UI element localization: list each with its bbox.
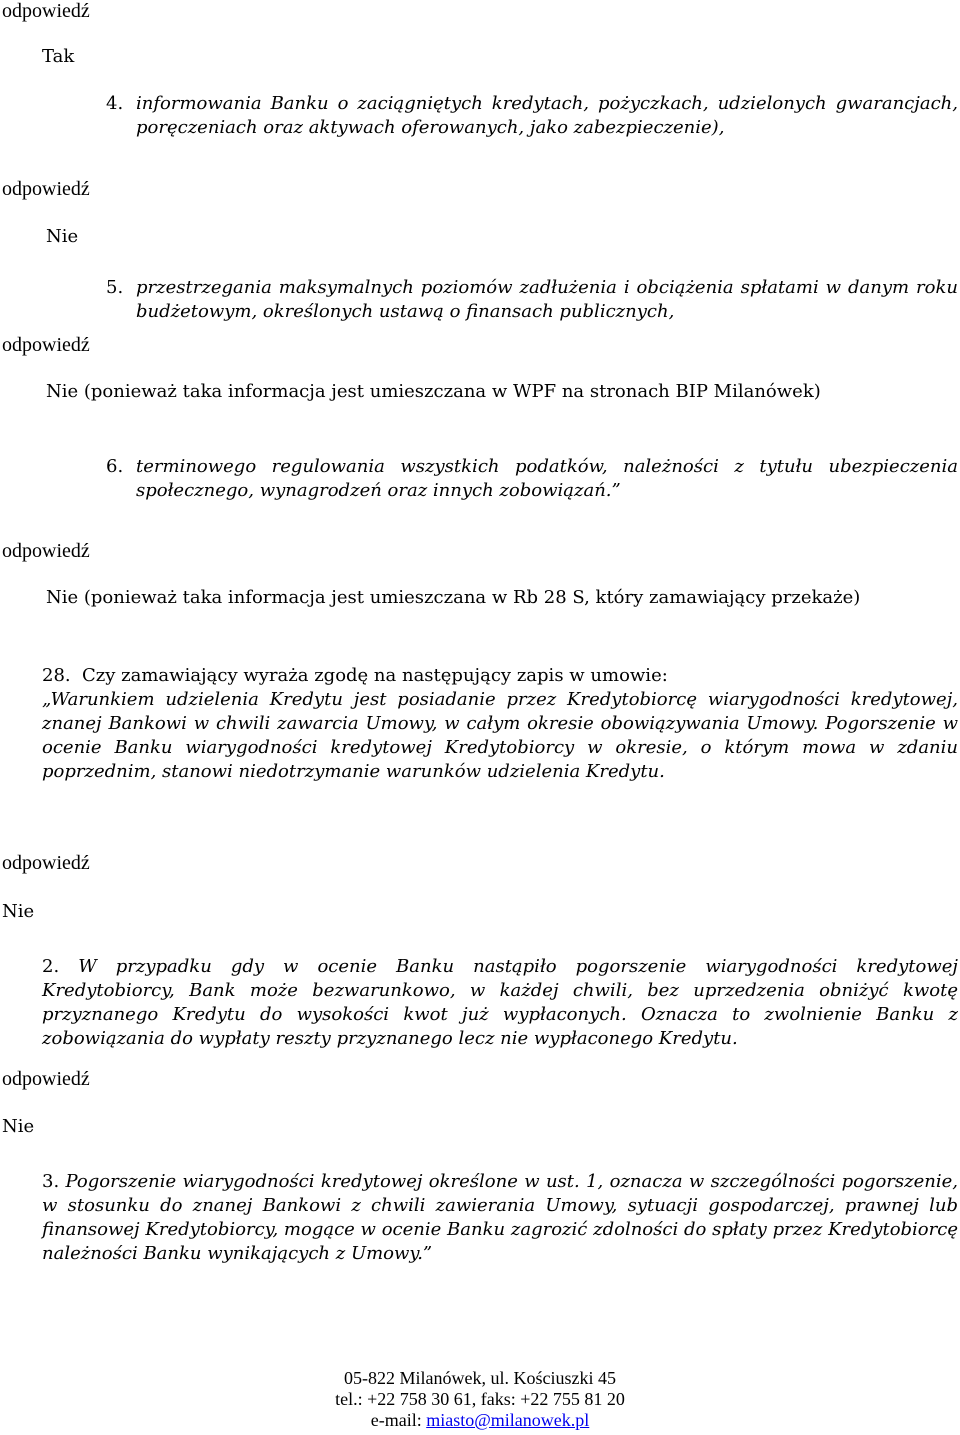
answer-label: odpowiedź	[2, 334, 90, 356]
paragraph-text: W przypadku gdy w ocenie Banku nastąpiło pogorszenie wiarygodności kredytowej Kredytobiorcy, Bank może bezwarunkowo, w każdej chwili, bez uprzedzenia obniżyć kwotę przyznanego Kredytu do wysokości kwot już wypłaconych. Oznacza to zwolnienie Banku z zobowiązania do wypłaty reszty przyznanego lecz nie wypłaconego Kredytu.	[42, 956, 958, 1049]
answer-label: odpowiedź	[2, 540, 90, 562]
answer-value: Nie	[46, 226, 79, 247]
question-text: informowania Banku o zaciągniętych kredytach, pożyczkach, udzielonych gwarancjach, poręczeniach oraz aktywach oferowanych, jako zabezpieczenie),	[136, 93, 958, 138]
answer-value: Nie (ponieważ taka informacja jest umieszczana w Rb 28 S, który zamawiający przekaże)	[46, 587, 861, 608]
footer-email-link[interactable]: miasto@milanowek.pl	[426, 1410, 590, 1430]
answer-label: odpowiedź	[2, 852, 90, 874]
question-4	[106, 92, 958, 140]
answer-value: Nie (ponieważ taka informacja jest umieszczana w WPF na stronach BIP Milanówek)	[46, 381, 821, 402]
question-intro: Czy zamawiający wyraża zgodę na następujący zapis w umowie:	[82, 665, 668, 686]
question-text: przestrzegania maksymalnych poziomów zadłużenia i obciążenia spłatami w danym roku budżetowym, określonych ustawą o finansach publicznych,	[136, 277, 958, 322]
answer-label: odpowiedź	[2, 178, 90, 200]
answer-value: Nie	[2, 901, 35, 922]
question-number: 28.	[42, 665, 71, 686]
answer-label: odpowiedź	[2, 1068, 90, 1090]
paragraph-number: 2.	[42, 956, 60, 977]
clause-paragraph-3	[42, 1170, 958, 1266]
paragraph-text: Pogorszenie wiarygodności kredytowej określone w ust. 1, oznacza w szczególności pogorszenie, w stosunku do znanej Bankowi z chwili zawierania Umowy, sytuacji gospodarczej, prawnej lub finansowej Kredytobiorcy, mogące w ocenie Banku zagrozić zdolności do spłaty przez Kredytobiorcę należności Banku wynikających z Umowy.”	[42, 1171, 958, 1264]
answer-value: Nie	[2, 1116, 35, 1137]
paragraph-number: 3.	[42, 1171, 60, 1192]
answer-label: odpowiedź	[2, 0, 90, 22]
contract-clause: „Warunkiem udzielenia Kredytu jest posiadanie przez Kredytobiorcę wiarygodności kredytowej, znanej Bankowi w chwili zawarcia Umowy, w całym okresie obowiązywania Umowy. Pogorszenie w ocenie Banku wiarygodności kredytowej Kredytobiorcy w okresie, o którym mowa w zdaniu poprzednim, stanowi niedotrzymanie warunków udzielenia Kredytu.	[42, 689, 958, 782]
footer-email-label: e-mail:	[370, 1410, 427, 1430]
question-28	[42, 664, 958, 784]
footer-phone: tel.: +22 758 30 61, faks: +22 755 81 20	[335, 1389, 625, 1409]
footer-address: 05-822 Milanówek, ul. Kościuszki 45	[344, 1368, 616, 1388]
footer-email-line	[0, 1410, 960, 1430]
question-number: 6.	[106, 456, 124, 477]
question-number: 5.	[106, 277, 124, 298]
question-5	[106, 276, 958, 324]
clause-paragraph-2	[42, 955, 958, 1051]
question-number: 4.	[106, 93, 124, 114]
question-text: terminowego regulowania wszystkich podatków, należności z tytułu ubezpieczenia społecznego, wynagrodzeń oraz innych zobowiązań.”	[136, 456, 958, 501]
question-6	[106, 455, 958, 503]
answer-value: Tak	[42, 46, 75, 67]
